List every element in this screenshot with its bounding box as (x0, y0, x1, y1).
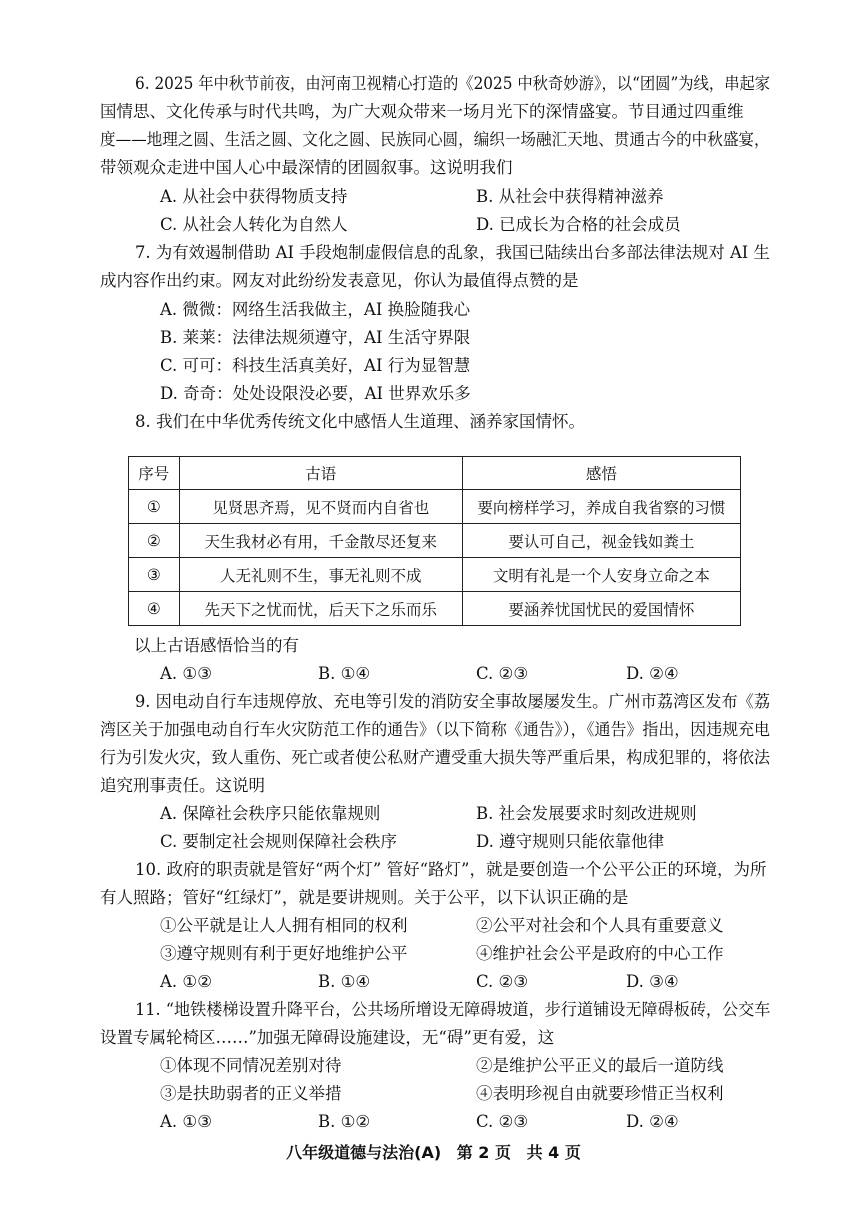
table-cell-insight: 要涵养忧国忧民的爱国情怀 (462, 592, 740, 626)
q10-option-b: B. ①④ (318, 972, 371, 991)
q7-option-c: C. 可可：科技生活真美好，AI 行为显智慧 (160, 356, 471, 375)
q11-stem-line: 设置专属轮椅区……”加强无障碍设施建设，无“碍”更有爱，这 (100, 1028, 555, 1047)
table-cell-insight: 要认可自己，视金钱如粪土 (462, 524, 740, 558)
table-cell-proverb: 天生我材必有用，千金散尽还复来 (179, 524, 462, 558)
q11-option-a: A. ①③ (160, 1112, 212, 1131)
table-row (129, 558, 741, 592)
q11-option-c: C. ②③ (476, 1112, 529, 1131)
q9-option-a: A. 保障社会秩序只能依靠规则 (160, 804, 381, 823)
page-footer (0, 1140, 867, 1163)
q6-option-d: D. 已成长为合格的社会成员 (476, 215, 681, 234)
q10-option-c: C. ②③ (476, 972, 529, 991)
q9-option-c: C. 要制定社会规则保障社会秩序 (160, 832, 398, 851)
table-header-row (129, 457, 741, 490)
q6-stem-line: 带领观众走进中国人心中最深情的团圆叙事。这说明我们 (100, 158, 513, 177)
q11-item-3: ③是扶助弱者的正义举措 (160, 1084, 342, 1103)
q7-option-b: B. 莱莱：法律法规须遵守，AI 生活守界限 (160, 328, 471, 347)
table-row (129, 490, 741, 524)
table-header-index: 序号 (129, 457, 180, 490)
table-header-insight: 感悟 (462, 457, 740, 490)
q9-option-d: D. 遵守规则只能依靠他律 (476, 832, 665, 851)
table-cell-index: ② (129, 524, 180, 558)
q8-option-b: B. ①④ (318, 664, 371, 683)
q8-option-d: D. ②④ (626, 664, 679, 683)
q8-tail: 以上古语感悟恰当的有 (134, 636, 299, 655)
table-cell-index: ③ (129, 558, 180, 592)
table-cell-proverb: 先天下之忧而忧，后天下之乐而乐 (179, 592, 462, 626)
q11-item-1: ①体现不同情况差别对待 (160, 1056, 342, 1075)
footer-subject: 八年级道德与法治(A) (286, 1143, 442, 1162)
q10-item-1: ①公平就是让人人拥有相同的权利 (160, 916, 408, 935)
q11-item-4: ④表明珍视自由就要珍惜正当权利 (476, 1084, 724, 1103)
q8-option-c: C. ②③ (476, 664, 529, 683)
table-cell-insight: 文明有礼是一个人安身立命之本 (462, 558, 740, 592)
q10-item-2: ②公平对社会和个人具有重要意义 (476, 916, 724, 935)
q10-stem-line: 有人照路；管好“红绿灯”，就是要讲规则。关于公平，以下认识正确的是 (100, 888, 629, 907)
q10-item-3: ③遵守规则有利于更好地维护公平 (160, 944, 408, 963)
table-row (129, 592, 741, 626)
q10-option-d: D. ③④ (626, 972, 679, 991)
q11-option-b: B. ①② (318, 1112, 371, 1131)
q9-stem-line: 湾区关于加强电动自行车火灾防范工作的通告》（以下简称《通告》），《通告》指出，因违规充电 (100, 720, 770, 739)
footer-page-number: 第 2 页 (456, 1143, 511, 1162)
q7-option-d: D. 奇奇：处处设限没必要，AI 世界欢乐多 (160, 384, 471, 403)
q9-stem-line: 行为引发火灾，致人重伤、死亡或者使公私财产遭受重大损失等严重后果，构成犯罪的，将依法 (100, 748, 770, 767)
q10-item-4: ④维护社会公平是政府的中心工作 (476, 944, 724, 963)
q6-option-b: B. 从社会中获得精神滋养 (476, 187, 664, 206)
q6-stem-line: 6. 2025 年中秋节前夜，由河南卫视精心打造的《2025 中秋奇妙游》，以“团圆”为线，串起家 (135, 74, 771, 93)
q6-option-a: A. 从社会中获得物质支持 (160, 187, 348, 206)
table-cell-index: ④ (129, 592, 180, 626)
proverb-table (128, 456, 741, 626)
q6-stem-line: 国情思、文化传承与时代共鸣，为广大观众带来一场月光下的深情盛宴。节目通过四重维 (100, 102, 744, 121)
table-row (129, 524, 741, 558)
q10-stem-line: 10. 政府的职责就是管好“两个灯” 管好“路灯”，就是要创造一个公平公正的环境，为所 (135, 860, 767, 879)
q7-stem-line: 成内容作出约束。网友对此纷纷发表意见，你认为最值得点赞的是 (100, 271, 579, 290)
table-cell-proverb: 见贤思齐焉，见不贤而内自省也 (179, 490, 462, 524)
table-cell-index: ① (129, 490, 180, 524)
table-cell-insight: 要向榜样学习，养成自我省察的习惯 (462, 490, 740, 524)
q8-option-a: A. ①③ (160, 664, 212, 683)
table-header-proverb: 古语 (179, 457, 462, 490)
q6-stem-line: 度——地理之圆、生活之圆、文化之圆、民族同心圆，编织一场融汇天地、贯通古今的中秋盛宴， (100, 130, 770, 149)
q7-option-a: A. 微微：网络生活我做主，AI 换脸随我心 (160, 300, 471, 319)
q6-option-c: C. 从社会人转化为自然人 (160, 215, 348, 234)
q9-stem-line: 追究刑事责任。这说明 (100, 776, 265, 795)
footer-page-total: 共 4 页 (526, 1143, 581, 1162)
q9-option-b: B. 社会发展要求时刻改进规则 (476, 804, 697, 823)
q8-stem: 8. 我们在中华优秀传统文化中感悟人生道理、涵养家国情怀。 (135, 412, 585, 431)
q10-option-a: A. ①② (160, 972, 212, 991)
q9-stem-line: 9. 因电动自行车违规停放、充电等引发的消防安全事故屡屡发生。广州市荔湾区发布《荔 (135, 692, 770, 711)
q7-stem-line: 7. 为有效遏制借助 AI 手段炮制虚假信息的乱象，我国已陆续出台多部法律法规对 AI 生 (135, 243, 770, 262)
q11-stem-line: 11. “地铁楼梯设置升降平台，公共场所增设无障碍坡道，步行道铺设无障碍板砖，公交车 (135, 1000, 771, 1019)
q11-option-d: D. ②④ (626, 1112, 679, 1131)
table-cell-proverb: 人无礼则不生，事无礼则不成 (179, 558, 462, 592)
q11-item-2: ②是维护公平正义的最后一道防线 (476, 1056, 724, 1075)
